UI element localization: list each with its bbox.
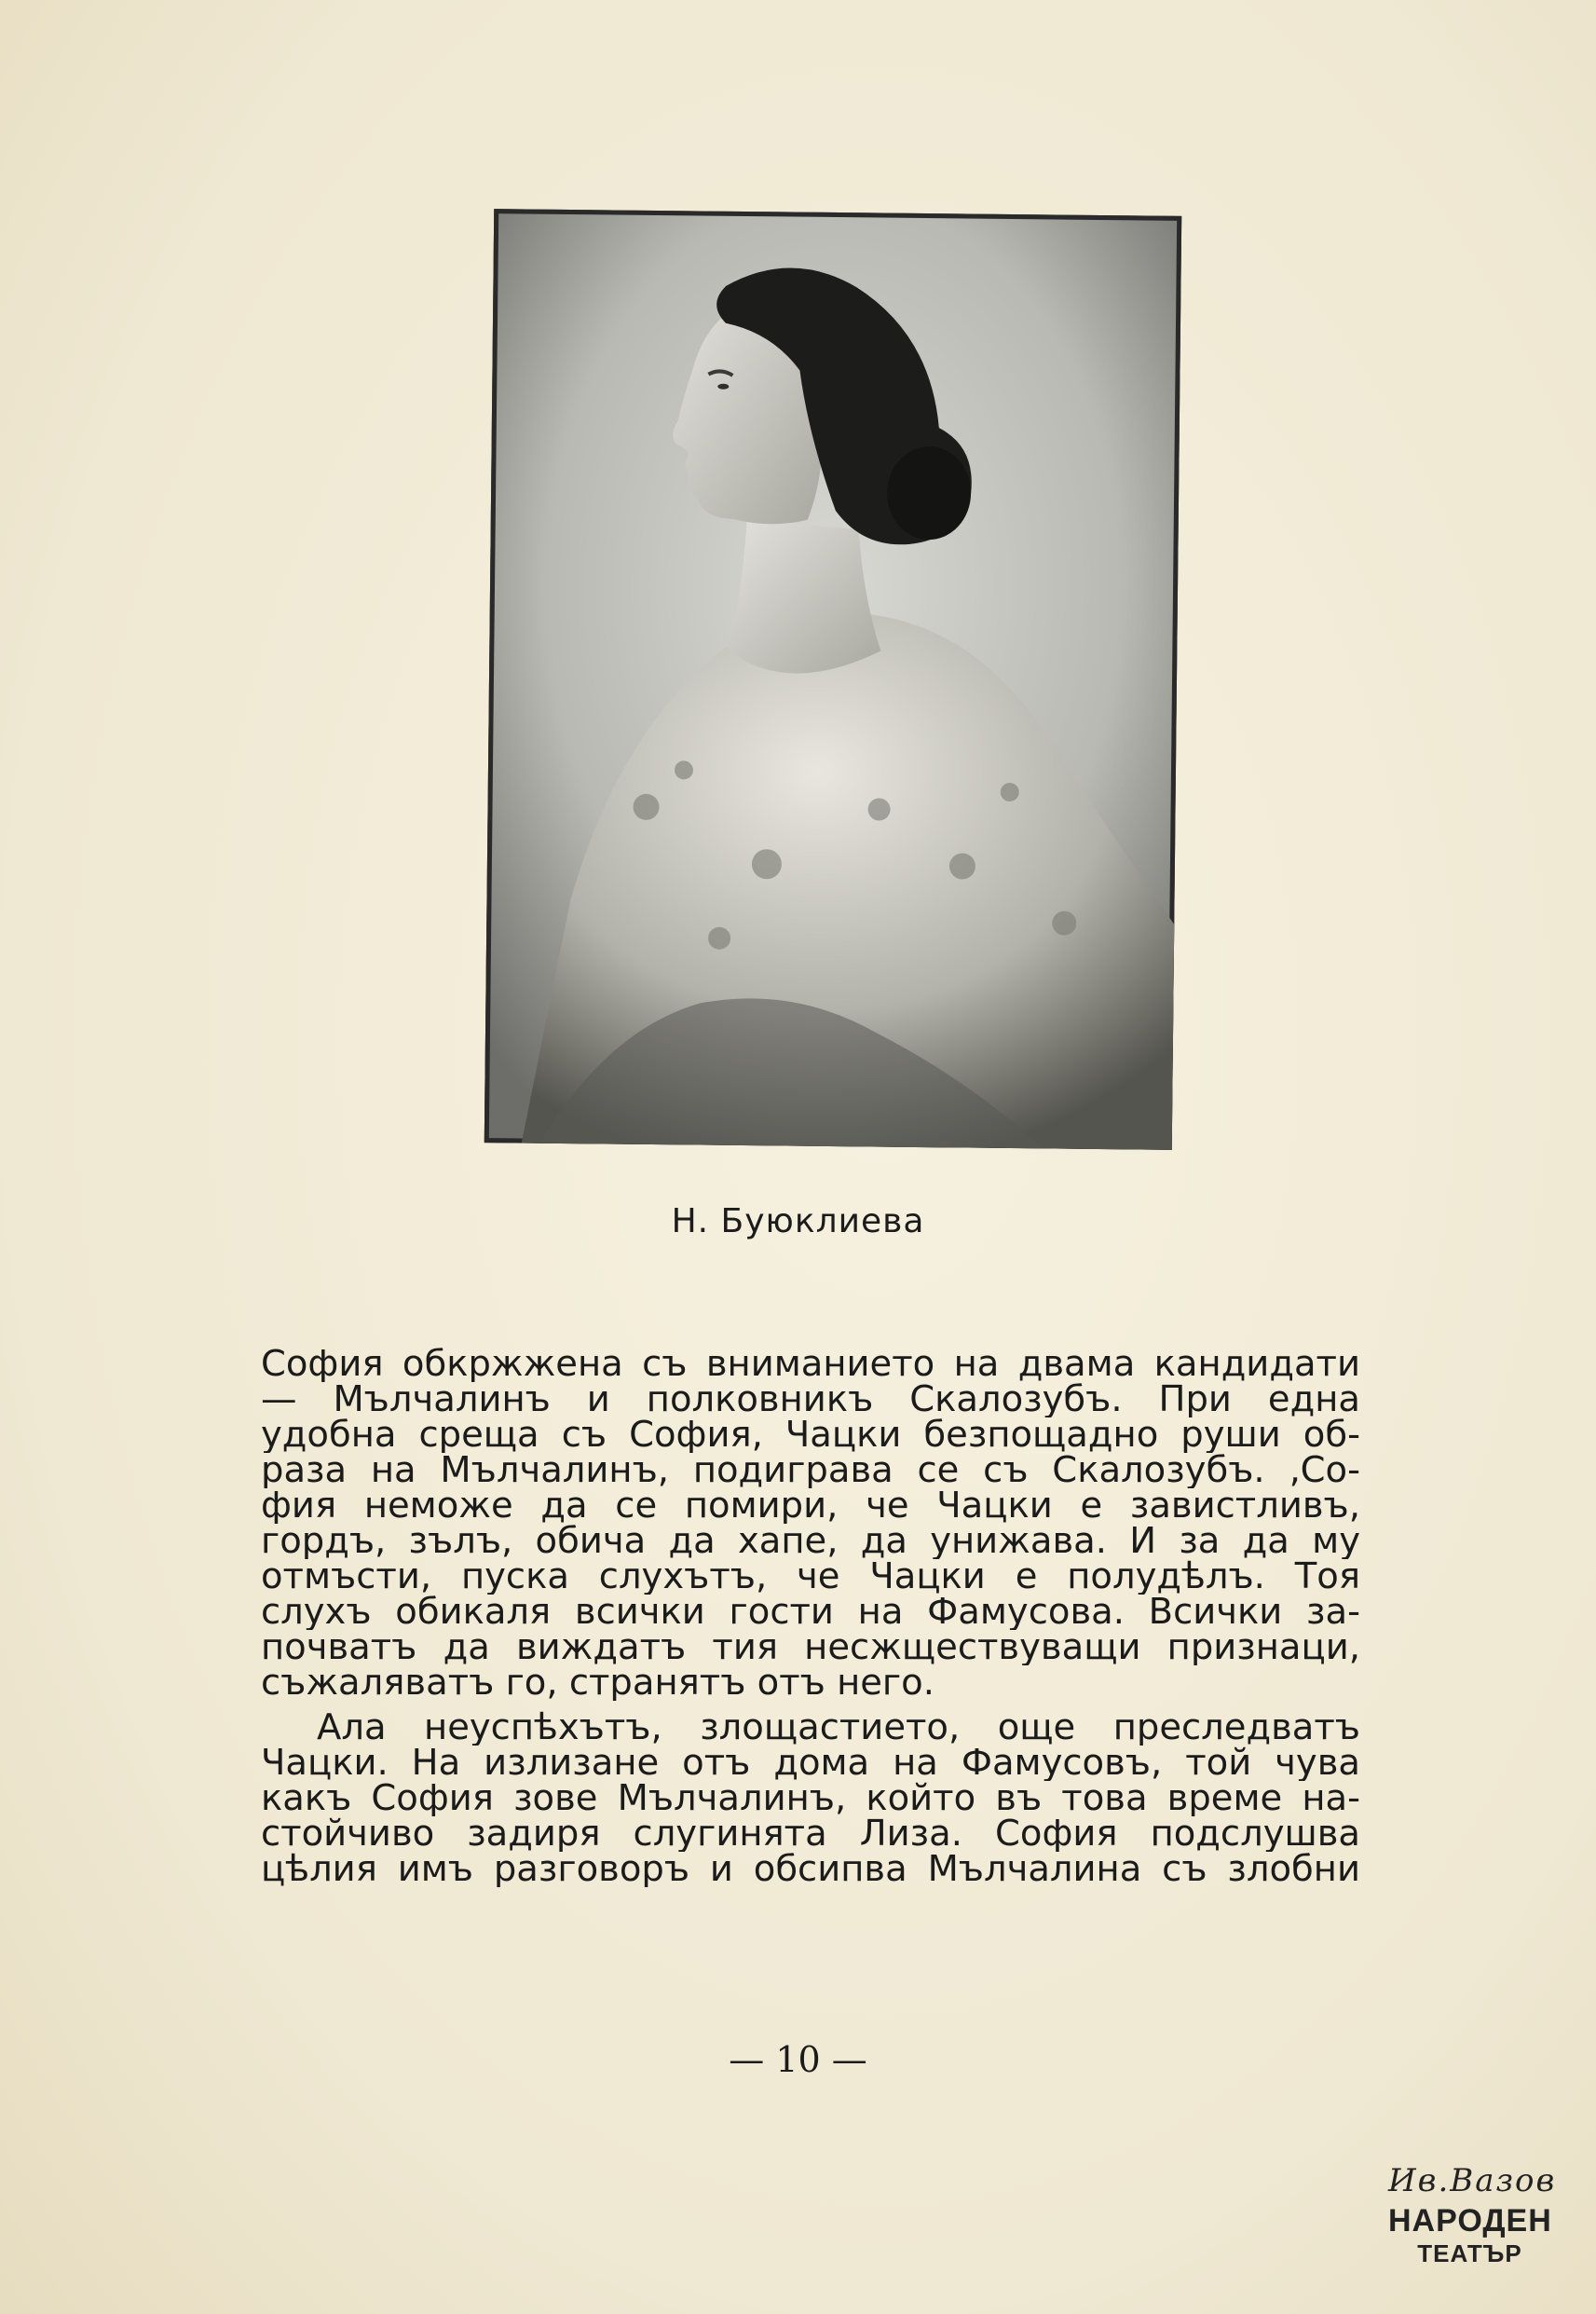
text-line: слухъ обикаля всички гости на Фамусова. Всички за- — [261, 1595, 1360, 1630]
text-line: какъ София зове Мълчалинъ, който въ това време на- — [261, 1781, 1360, 1816]
text-line: раза на Мълчалинъ, подиграва се съ Скалозубъ. ‚Со- — [261, 1453, 1360, 1488]
logo-signature: Ив.Вазов — [1388, 2162, 1557, 2199]
text-line: отмъсти, пуска слухътъ, че Чацки е полудѣлъ. Тоя — [261, 1559, 1360, 1595]
text-line: цѣлия имъ разговоръ и обсипва Мълчалина съ злобни — [261, 1852, 1360, 1887]
text-line: стойчиво задиря слугинята Лиза. София подслушва — [261, 1816, 1360, 1852]
text-line: съжаляватъ го, странятъ отъ него. — [261, 1665, 934, 1701]
logo-line-2: ТЕАТЪР — [1417, 2239, 1522, 2267]
text-line: почватъ да виждатъ тия несжществуващи признаци, — [261, 1630, 1360, 1665]
text-line: Чацки. На излизане отъ дома на Фамусовъ, той чува — [261, 1746, 1360, 1781]
photo-caption: Н. Буюклиева — [671, 1202, 925, 1240]
text-line: София обкржжена съ вниманието на двама кандидати — [261, 1347, 1360, 1382]
text-line: — Мълчалинъ и полковникъ Скалозубъ. При една — [261, 1382, 1360, 1417]
page-number: — 10 — — [729, 2039, 867, 2080]
text-line: фия неможе да се помири, че Чацки е завистливъ, — [261, 1488, 1360, 1524]
article-body — [261, 1347, 1360, 1887]
theatre-logo — [1388, 2162, 1557, 2279]
paragraph-gap — [261, 1701, 1360, 1710]
logo-line-1: НАРОДЕН — [1388, 2203, 1552, 2239]
text-line: гордъ, зълъ, обича да хапе, да унижава. И за да му — [261, 1524, 1360, 1559]
portrait-photo — [484, 209, 1181, 1150]
text-line: удобна среща съ София, Чацки безпощадно руши об- — [261, 1417, 1360, 1453]
text-line: Ала неуспѣхътъ, злощастието, още преследватъ — [317, 1710, 1360, 1746]
